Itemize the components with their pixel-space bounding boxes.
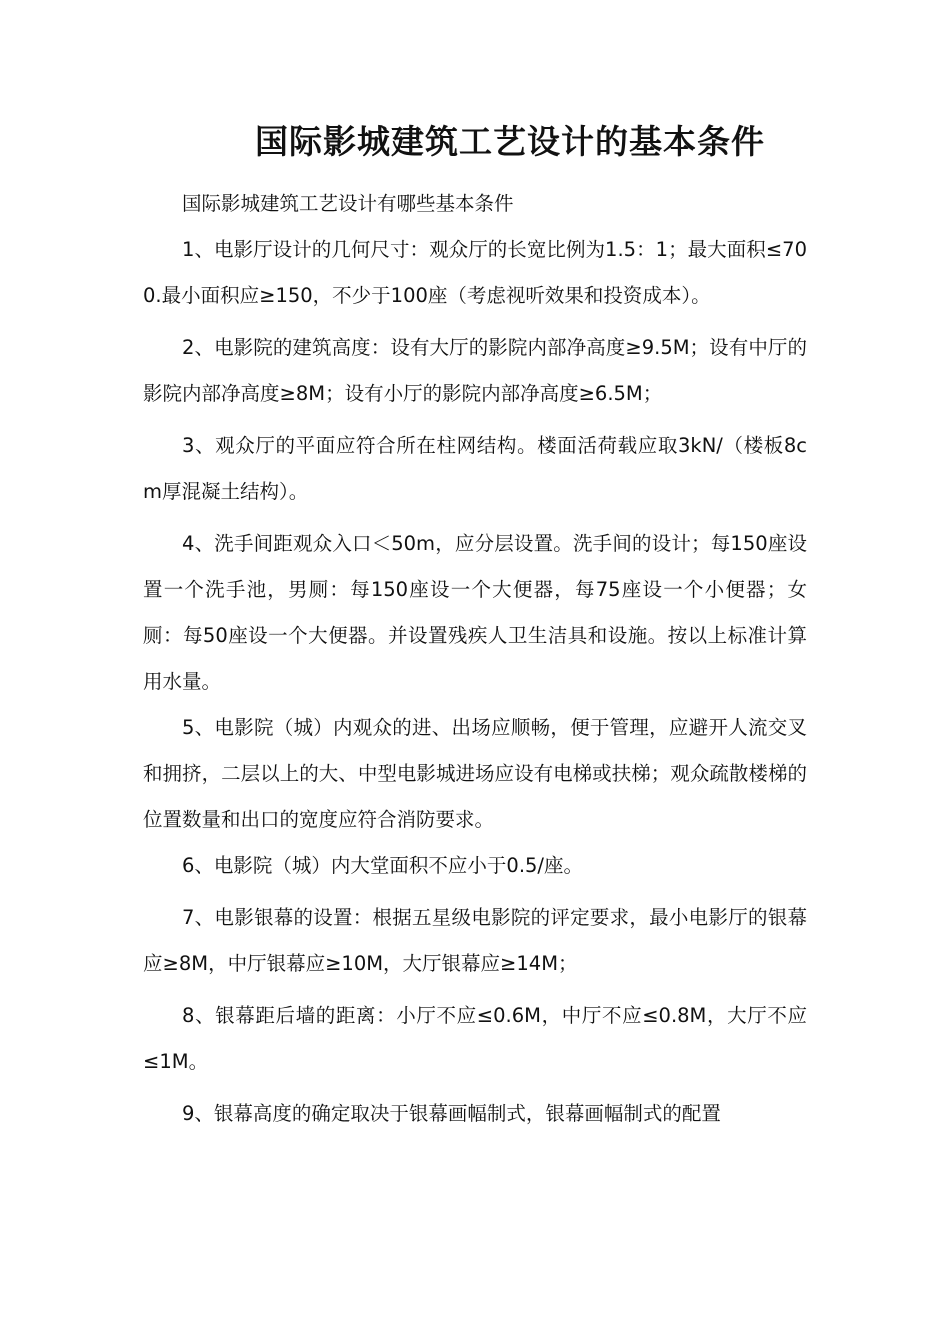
paragraph-6: 6、电影院（城）内大堂面积不应小于0.5/座。 [182, 854, 583, 877]
document-body [143, 181, 807, 1137]
paragraph-7: 7、电影银幕的设置：根据五星级电影院的评定要求，最小电影厅的银幕应≥8M，中厅银幕应≥10M，大厅银幕应≥14M； [143, 906, 807, 975]
paragraph-5: 5、电影院（城）内观众的进、出场应顺畅，便于管理，应避开人流交叉和拥挤，二层以上的大、中型电影城进场应设有电梯或扶梯；观众疏散楼梯的位置数量和出口的宽度应符合消防要求。 [143, 716, 807, 831]
paragraph-2: 2、电影院的建筑高度：设有大厅的影院内部净高度≥9.5M；设有中厅的影院内部净高度≥8M；设有小厅的影院内部净高度≥6.5M； [143, 336, 807, 405]
paragraph-intro: 国际影城建筑工艺设计有哪些基本条件 [182, 192, 514, 215]
document-title: 国际影城建筑工艺设计的基本条件 [255, 122, 765, 161]
paragraph-4: 4、洗手间距观众入口＜50m，应分层设置。洗手间的设计；每150座设置一个洗手池，男厕：每150座设一个大便器，每75座设一个小便器；女厕：每50座设一个大便器。并设置残疾人卫生洁具和设施。按以上标准计算用水量。 [143, 532, 807, 693]
paragraph-8: 8、银幕距后墙的距离：小厅不应≤0.6M，中厅不应≤0.8M，大厅不应≤1M。 [143, 1004, 807, 1073]
paragraph-9: 9、银幕高度的确定取决于银幕画幅制式，银幕画幅制式的配置 [182, 1102, 721, 1125]
paragraph-3: 3、观众厅的平面应符合所在柱网结构。楼面活荷载应取3kN/（楼板8cm厚混凝土结构）。 [143, 434, 807, 503]
paragraph-1: 1、电影厅设计的几何尺寸：观众厅的长宽比例为1.5：1；最大面积≤700.最小面积应≥150，不少于100座（考虑视听效果和投资成本）。 [143, 238, 807, 307]
